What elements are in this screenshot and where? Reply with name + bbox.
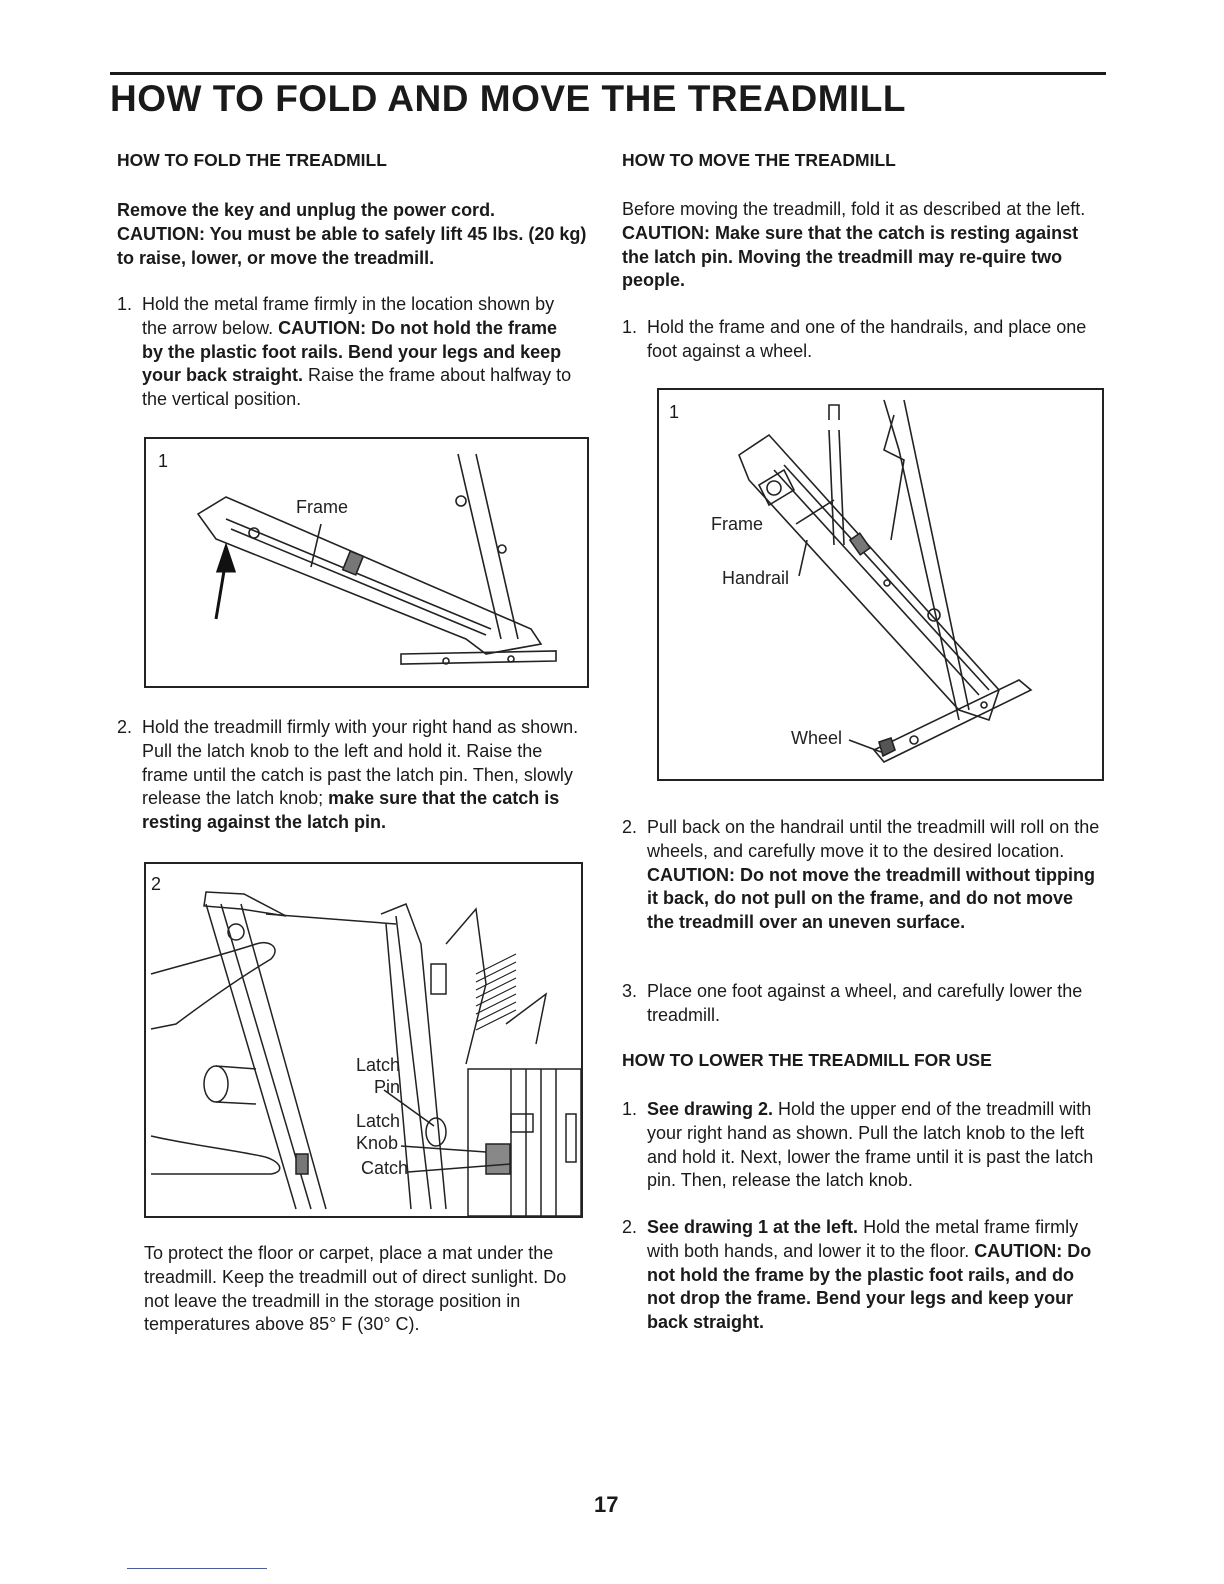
lower-step-2: [622, 1216, 1102, 1335]
figure-number: 1: [158, 451, 169, 471]
step-number: 3.: [622, 981, 638, 1001]
move-step-3: [622, 980, 1102, 1028]
treadmill-raising-illustration: [146, 439, 587, 686]
fold-heading: HOW TO FOLD THE TREADMILL: [117, 150, 387, 170]
step-number: 1.: [117, 294, 133, 314]
label-latch-pin: Latch Pin: [356, 1055, 401, 1097]
fold-step-2: [117, 716, 587, 835]
step-text: Hold the treadmill firmly with your right hand as shown. Pull the latch knob to the left and hold it. Raise the frame until the catch is past the latch pin. Then, slowly release the latch knob;: [142, 717, 579, 809]
fold-note: To protect the floor or carpet, place a mat under the treadmill. Keep the treadmill out of direct sunlight. Do not leave the treadmill in the storage position in temperatures above 85° F (30° C).: [144, 1243, 567, 1335]
page-number: 17: [594, 1492, 619, 1517]
fold-figure-1: [144, 437, 589, 688]
step-text: Pull back on the handrail until the treadmill will roll on the wheels, and carefully move it to the desired location.: [647, 817, 1100, 861]
footer-link-line: [127, 1568, 267, 1569]
step-number: 2.: [622, 817, 638, 837]
top-rule: [110, 72, 1106, 75]
fold-intro-line1: Remove the key and unplug the power cord.: [117, 200, 496, 220]
step-text: Hold the metal frame firmly with both hands, and lower it to the floor.: [647, 1217, 1079, 1261]
step-reference: See drawing 1 at the left.: [647, 1217, 859, 1237]
step-caution: make sure that the catch is resting against the latch pin.: [142, 788, 560, 833]
move-intro: [622, 198, 1102, 293]
step-number: 2.: [117, 717, 133, 737]
step-text: Hold the metal frame firmly in the location shown by the arrow below.: [142, 294, 555, 338]
step-text: Hold the upper end of the treadmill with your right hand as shown. Pull the latch knob to the left and hold it. Next, lower the frame until it is past the latch pin. Then, release the latch knob.: [647, 1099, 1094, 1191]
step-number: 2.: [622, 1217, 638, 1237]
lower-heading: HOW TO LOWER THE TREADMILL FOR USE: [622, 1050, 992, 1070]
step-caution: CAUTION: Do not hold the frame by the plastic foot rails, and do not drop the frame. Bend your legs and keep your back straight.: [647, 1240, 1092, 1333]
step-number: 1.: [622, 317, 638, 337]
label-catch: Catch: [361, 1158, 409, 1178]
move-figure-1: [657, 388, 1104, 781]
move-step-2: [622, 816, 1102, 935]
step-reference: See drawing 2.: [647, 1099, 774, 1119]
step-text: Hold the frame and one of the handrails, and place one foot against a wheel.: [647, 317, 1087, 361]
lower-step-1: [622, 1098, 1102, 1193]
label-frame: Frame: [296, 497, 349, 517]
page-title: HOW TO FOLD AND MOVE THE TREADMILL: [110, 78, 907, 119]
fold-figure-2: [144, 862, 583, 1218]
latch-detail-illustration: [146, 864, 581, 1216]
label-latch-knob: Latch Knob: [356, 1111, 401, 1153]
move-intro-text: Before moving the treadmill, fold it as described at the left.: [622, 199, 1086, 219]
label-handrail: Handrail: [722, 568, 790, 588]
move-step-1: [622, 316, 1102, 364]
figure-number: 1: [669, 402, 680, 422]
move-intro-caution: CAUTION: Make sure that the catch is resting against the latch pin. Moving the treadmill may re-quire two people.: [622, 222, 1079, 291]
step-caution: CAUTION: Do not move the treadmill without tipping it back, do not pull on the frame, and do not move the treadmill over an uneven surface.: [647, 864, 1095, 933]
fold-intro: [117, 199, 587, 270]
fold-intro-line2: CAUTION: You must be able to safely lift 45 lbs. (20 kg) to raise, lower, or move the treadmill.: [117, 223, 587, 268]
fold-step-1: [117, 293, 572, 412]
move-heading: HOW TO MOVE THE TREADMILL: [622, 150, 896, 170]
figure-number: 2: [151, 874, 162, 894]
treadmill-moving-illustration: [659, 390, 1102, 779]
step-caution: CAUTION: Do not hold the frame by the plastic foot rails. Bend your legs and keep your back straight.: [142, 317, 562, 386]
step-text: Raise the frame about halfway to the vertical position.: [142, 365, 572, 410]
step-text: Place one foot against a wheel, and carefully lower the treadmill.: [647, 981, 1083, 1025]
label-frame: Frame: [711, 514, 764, 534]
step-number: 1.: [622, 1099, 638, 1119]
label-wheel: Wheel: [791, 728, 843, 748]
